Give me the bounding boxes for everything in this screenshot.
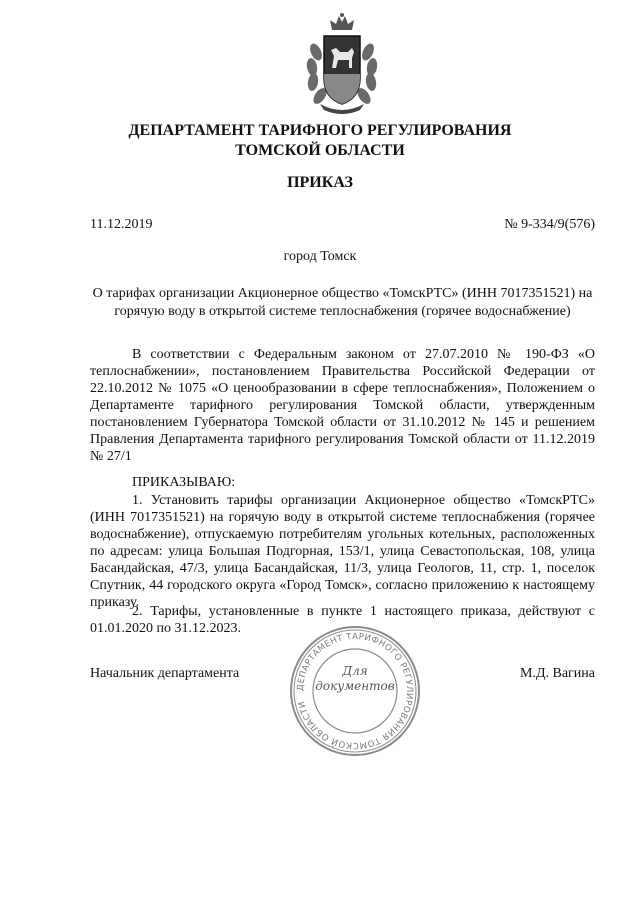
document-number: № 9-334/9(576) bbox=[504, 217, 595, 232]
stamp-ring-text: ДЕПАРТАМЕНТ ТАРИФНОГО РЕГУЛИРОВАНИЯ ТОМСКОЙ ОБЛАСТИ bbox=[295, 631, 415, 751]
coat-of-arms-icon bbox=[298, 12, 386, 118]
order-item-1: 1. Установить тарифы организации Акционерное общество «ТомскРТС» (ИНН 7017351521) на горячую воду в открытой системе теплоснабжения (горячее водоснабжение), отпускаемую потребителям угольных котельных, расположенных по адресам: улица Большая Подгорная, 153/1, улица Севастопольская, 108, улица Басандайская, 47/3, улица Басандайская, 11/3, улица Геологов, 11, стр. 1, поселок Спутник, 44 городского округа «Город Томск», согласно приложению к настоящему приказу. bbox=[90, 493, 595, 610]
document-type: ПРИКАЗ bbox=[287, 174, 353, 191]
organization-title-line-1: ДЕПАРТАМЕНТ ТАРИФНОГО РЕГУЛИРОВАНИЯ bbox=[128, 122, 512, 139]
order-heading: ПРИКАЗЫВАЮ: bbox=[132, 475, 236, 490]
document-city: город Томск bbox=[283, 249, 357, 264]
order-item-2: 2. Тарифы, установленные в пункте 1 настоящего приказа, действуют с 01.01.2020 по 31.12.2023. bbox=[90, 604, 595, 636]
preamble-paragraph: В соответствии с Федеральным законом от 27.07.2010 № 190-ФЗ «О теплоснабжении», постановлением Правительства Российской Федерации от 22.10.2012 № 1075 «О ценообразовании в сфере теплоснабжения», Положением о Департаменте тарифного регулирования Томской области, утвержденным постановлением Губернатора Томской области от 31.10.2012 № 145 и решением Правления Департамента тарифного регулирования Томской области от 11.12.2019 № 27/1 bbox=[90, 347, 595, 464]
signatory-name: М.Д. Вагина bbox=[520, 666, 595, 681]
signatory-position: Начальник департамента bbox=[90, 666, 240, 681]
document-subject: О тарифах организации Акционерное общество «ТомскРТС» (ИНН 7017351521) на горячую воду в открытой системе теплоснабжения (горячее водоснабжение) bbox=[92, 286, 593, 319]
document-date: 11.12.2019 bbox=[90, 217, 153, 232]
organization-title-line-2: ТОМСКОЙ ОБЛАСТИ bbox=[235, 142, 405, 159]
stamp-center-text bbox=[288, 664, 422, 694]
organization-title bbox=[0, 121, 640, 161]
stamp-center-line-2: документов bbox=[315, 679, 395, 693]
stamp-center-line-1: Для bbox=[342, 664, 368, 678]
